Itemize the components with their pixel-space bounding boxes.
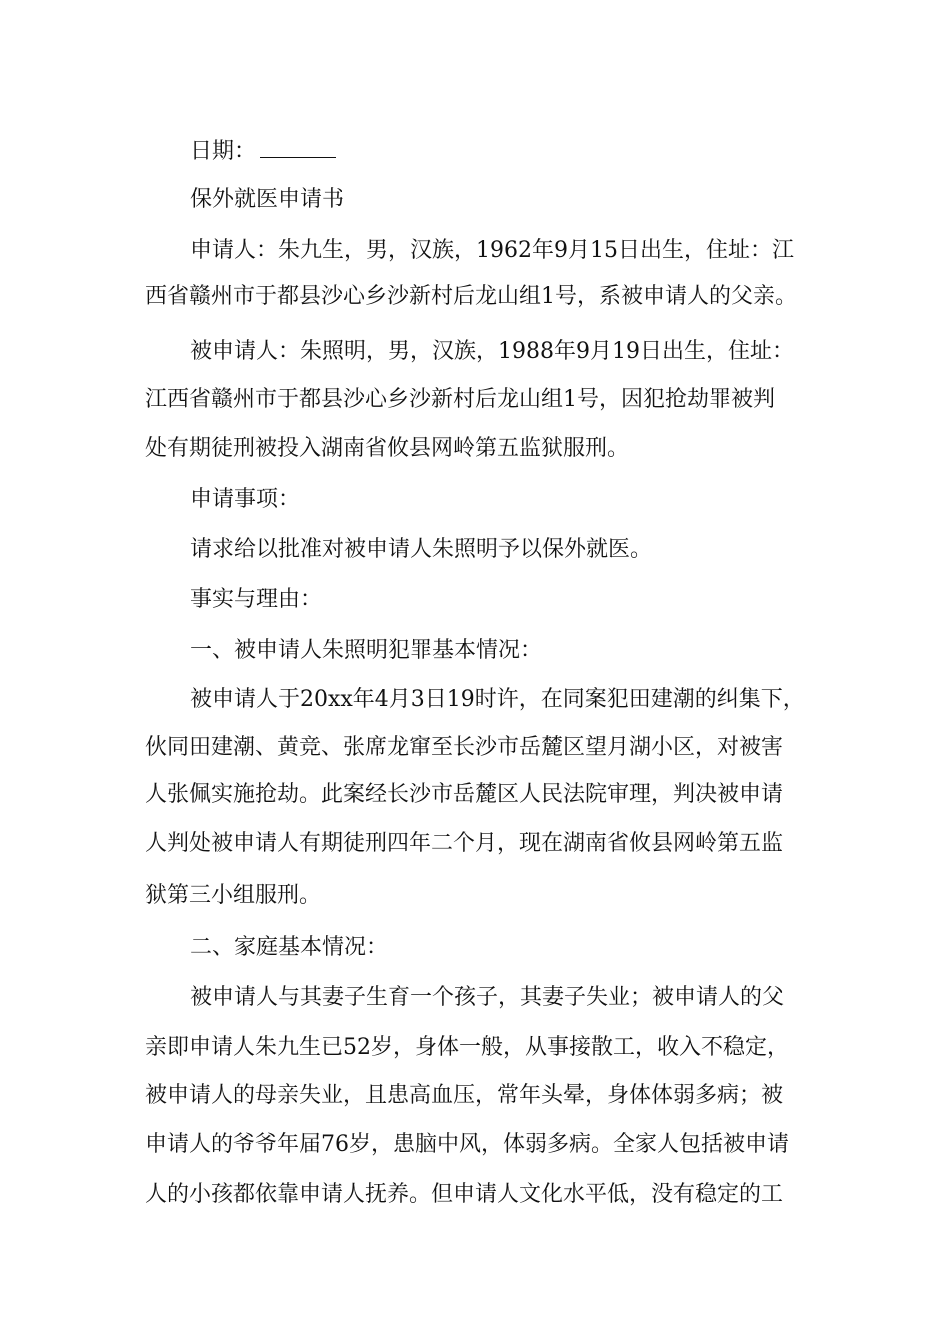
- section-heading: 事实与理由：: [190, 587, 323, 612]
- paragraph-line: 申请人的爷爷年届76岁，患脑中风，体弱多病。全家人包括被申请: [145, 1132, 789, 1157]
- paragraph-line: 处有期徒刑被投入湖南省攸县网岭第五监狱服刑。: [145, 436, 630, 461]
- paragraph-line: 西省赣州市于都县沙心乡沙新村后龙山组1号，系被申请人的父亲。: [145, 284, 797, 309]
- paragraph-line: 人张佩实施抢劫。此案经长沙市岳麓区人民法院审理，判决被申请: [145, 782, 784, 807]
- section-heading: 二、家庭基本情况：: [190, 935, 389, 960]
- paragraph-line: 被申请人的母亲失业，且患高血压，常年头晕，身体体弱多病；被: [145, 1083, 784, 1108]
- date-line: [190, 131, 835, 171]
- paragraph-line: 被申请人于20xx年4月3日19时许，在同案犯田建潮的纠集下，: [190, 687, 805, 712]
- document-title: 保外就医申请书: [190, 187, 345, 212]
- paragraph-line: 狱第三小组服刑。: [145, 883, 322, 908]
- paragraph-line: 人的小孩都依靠申请人抚养。但申请人文化水平低，没有稳定的工: [145, 1182, 784, 1207]
- paragraph-line: 人判处被申请人有期徒刑四年二个月，现在湖南省攸县网岭第五监: [145, 831, 784, 856]
- section-heading: 申请事项：: [190, 487, 301, 512]
- paragraph-line: 申请人：朱九生，男，汉族，1962年9月15日出生，住址：江: [190, 238, 794, 263]
- paragraph-line: 亲即申请人朱九生已52岁，身体一般，从事接散工，收入不稳定，: [145, 1035, 789, 1060]
- paragraph-line: 请求给以批准对被申请人朱照明予以保外就医。: [190, 537, 653, 562]
- section-heading: 一、被申请人朱照明犯罪基本情况：: [190, 638, 543, 663]
- paragraph-line: 被申请人：朱照明，男，汉族，1988年9月19日出生，住址：: [190, 339, 794, 364]
- date-blank-field[interactable]: [260, 131, 336, 158]
- date-label: 日期：: [190, 139, 257, 164]
- paragraph-line: 江西省赣州市于都县沙心乡沙新村后龙山组1号，因犯抢劫罪被判: [145, 387, 775, 412]
- paragraph-line: 伙同田建潮、黄竞、张席龙窜至长沙市岳麓区望月湖小区，对被害: [145, 735, 784, 760]
- paragraph-line: 被申请人与其妻子生育一个孩子，其妻子失业；被申请人的父: [190, 985, 785, 1010]
